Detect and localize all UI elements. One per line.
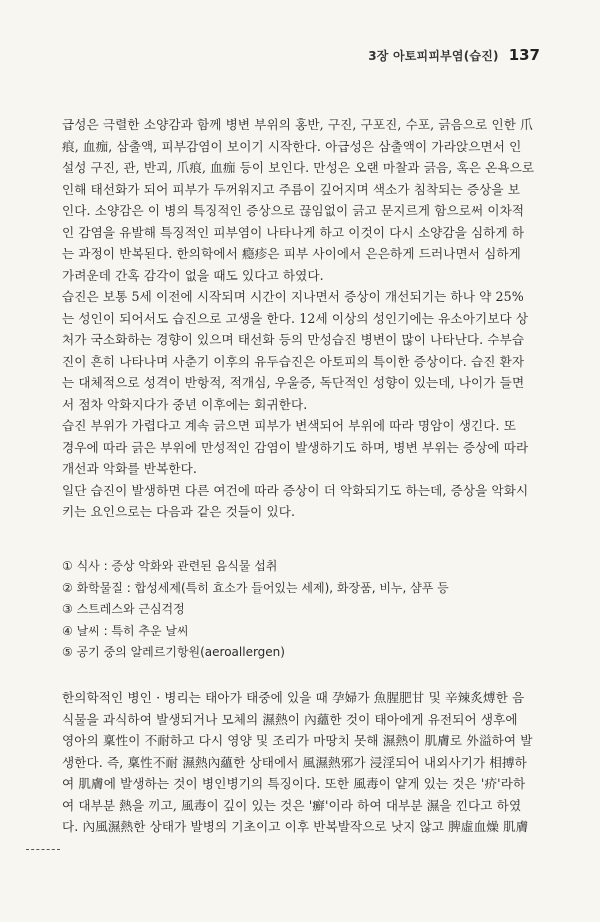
text-line: 는 과정이 반복된다. 한의학에서 瘾疹은 피부 사이에서 은은하게 드러나면서 심하게: [62, 246, 521, 261]
text-line: 개선과 악화를 반복한다.: [62, 461, 197, 476]
text-line: 식물을 과식하여 발생되거나 모체의 濕熱이 內蘊한 것이 태아에게 유전되어 생후에: [62, 711, 518, 727]
page-number: 137: [508, 46, 540, 64]
aggravating-factors-list: [62, 556, 540, 664]
text-line: 인 감염을 유발해 특징적인 피부염이 나타나게 하고 이것이 다시 소양감을 심하게 하: [62, 224, 525, 240]
list-item: ⑤ 공기 중의 알레르기항원(aeroallergen): [62, 645, 285, 659]
text-line: 습진은 보통 5세 이전에 시작되며 시간이 지나면서 증상이 개선되기는 하나 약 25%: [62, 289, 524, 304]
text-line: 다. 內風濕熱한 상태가 발병의 기초이고 이후 반복발작으로 낫지 않고 脾虛血燥 肌膚: [62, 819, 529, 834]
text-line: 습진 부위가 가렵다고 계속 긁으면 피부가 변색되어 부위에 따라 명암이 생긴다. 또: [62, 418, 517, 433]
running-header: [368, 46, 540, 64]
text-line: 는 대체적으로 성격이 반항적, 적개심, 우울증, 독단적인 성향이 있는데, 나이가 들면: [62, 375, 525, 390]
text-line: 여 肌膚에 발생하는 것이 병인병기의 특징이다. 또한 風毒이 얕게 있는 것은 '疥'라하: [62, 776, 526, 791]
list-item: ① 식사 : 증상 악화와 관련된 음식물 섭취: [62, 559, 278, 573]
text-line: 서 점차 악화지다가 중년 이후에는 회귀한다.: [62, 396, 308, 412]
list-item: ③ 스트레스와 근심걱정: [62, 602, 185, 616]
text-line: 는 성인이 되어서도 습진으로 고생을 한다. 12세 이상의 성인기에는 유소아기보다 상: [62, 310, 529, 326]
text-line: 경우에 따라 긁은 부위에 만성적인 감염이 발생하기도 하며, 병변 부위는 증상에 따라: [62, 439, 529, 455]
text-line: 인해 태선화가 되어 피부가 두꺼워지고 주름이 깊어지며 색소가 침착되는 증상을 보: [62, 181, 521, 197]
text-line: 진이 흔히 나타나며 사춘기 이후의 유두습진은 아토피의 특이한 증상이다. 습진 환자: [62, 353, 525, 369]
text-line: 여 대부분 熱을 끼고, 風毒이 깊이 있는 것은 '癬'이라 하여 대부분 濕을 낀다고 하였: [62, 797, 522, 813]
text-line: 한의학적인 병인 · 병리는 태아가 태중에 있을 때 孕婦가 魚腥肥甘 및 辛辣炙煿한 음: [62, 690, 525, 705]
list-item: ② 화학물질 : 합성세제(특히 효소가 들어있는 세제), 화장품, 비누, 샴푸 등: [62, 580, 449, 595]
text-line: 일단 습진이 발생하면 다른 여건에 따라 증상이 더 악화되기도 하는데, 증상을 악화시: [62, 482, 529, 498]
text-line: 급성은 극렬한 소양감과 함께 병변 부위의 홍반, 구진, 구포진, 수포, 긁음으로 인한 爪: [62, 117, 533, 132]
body-text-block-1: [62, 114, 540, 523]
text-line: 영아의 稟性이 不耐하고 다시 영양 및 조리가 마땅치 못해 濕熱이 肌膚로 外溢하여 발: [62, 733, 533, 748]
text-line: 키는 요인으로는 다음과 같은 것들이 있다.: [62, 504, 296, 519]
chapter-title: 3장 아토피피부염(습진): [368, 49, 499, 63]
text-line: 인다. 소양감은 이 병의 특징적인 증상으로 끊임없이 긁고 문지르게 함으로써 이차적: [62, 203, 525, 218]
text-line: 처가 국소화하는 경향이 있으며 태선화 등의 만성습진 병변이 많이 나타난다. 수부습: [62, 332, 525, 347]
body-text-block-2: [62, 687, 540, 838]
text-line: 생한다. 즉, 稟性不耐 濕熱內蘊한 상태에서 風濕熱邪가 浸淫되어 내외사기가 相搏하: [62, 754, 527, 770]
text-line: 설성 구진, 관, 반괴, 爪痕, 血痂 등이 보인다. 만성은 오랜 마찰과 긁음, 혹은 온욕으로: [62, 160, 535, 175]
margin-pencil-mark: [26, 849, 60, 852]
text-line: 가려운데 간혹 감각이 없을 때도 있다고 하였다.: [62, 267, 324, 283]
text-line: 痕, 血痂, 삼출액, 피부감염이 보이기 시작한다. 아급성은 삼출액이 가라앉으면서 인: [62, 138, 522, 154]
list-item: ④ 날씨 : 특히 추운 날씨: [62, 623, 189, 638]
